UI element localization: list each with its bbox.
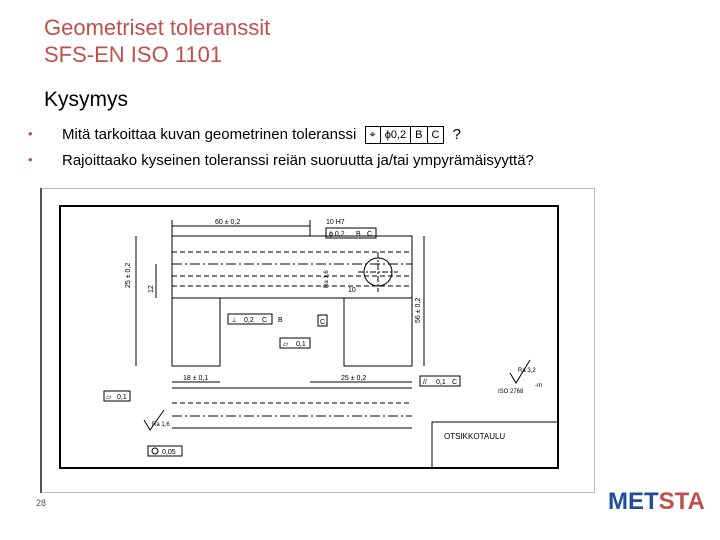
roughness-top-text: Ra 3,2 <box>518 368 536 374</box>
drawing-left-edge <box>40 188 42 493</box>
fcf-datum-b: B <box>411 127 427 143</box>
slide-title <box>44 14 270 68</box>
par-datum: C <box>452 379 458 386</box>
section-heading: Kysymys <box>44 88 128 111</box>
parallel-symbol-icon: // <box>423 379 427 386</box>
page-number: 28 <box>36 498 47 508</box>
feature-control-frame <box>365 126 445 144</box>
logo-part-1: MET <box>608 488 659 515</box>
hole-fcf-value: ϕ 0,2 <box>329 231 345 238</box>
dim-left-inner-text: 12 <box>148 285 155 293</box>
fcf-datum-c: C <box>431 129 440 142</box>
hole-fcf-b: B <box>356 231 361 238</box>
flatness-symbol-icon: ▱ <box>106 394 112 401</box>
technical-drawing <box>40 188 595 493</box>
iso-text: ISO 2768 <box>498 389 524 395</box>
ra-mid-text: Ra 1,6 <box>324 270 330 288</box>
par-value: 0,1 <box>436 379 446 386</box>
title-block-text: OTSIKKOTAULU <box>444 432 506 441</box>
dim-left-outer-text: 25 ± 0,2 <box>125 262 132 288</box>
dim-hole-text: 10 H7 <box>326 219 345 226</box>
position-symbol-icon: ⌖ <box>366 127 381 143</box>
perp-symbol-icon: ⊥ <box>231 317 238 324</box>
bullet-dot-icon: • <box>28 126 33 141</box>
circ-value: 0,05 <box>162 449 176 456</box>
metsta-logo <box>608 488 705 516</box>
bullet-suffix: ? <box>452 126 461 143</box>
dim-bottom1-text: 18 ± 0,1 <box>183 375 209 382</box>
dim-hole-vert-text: 10 <box>348 287 356 294</box>
perp-datum: C <box>262 317 268 324</box>
bullet-dot-icon: • <box>28 152 33 167</box>
dim-bottom2-text: 25 ± 0,2 <box>341 375 367 382</box>
datum-b-label: B <box>278 317 283 324</box>
title-line-2: SFS-EN ISO 1101 <box>44 42 223 67</box>
ra-left-text: Ra 1,6 <box>152 422 170 428</box>
hole-fcf-c: C <box>367 231 373 238</box>
logo-part-2: STA <box>658 488 705 515</box>
flat-value: 0,1 <box>296 341 306 348</box>
fcf-value: ϕ0,2 <box>381 127 411 143</box>
dim-top-text: 60 ± 0,2 <box>215 219 241 226</box>
title-line-1: Geometriset toleranssit <box>44 15 271 40</box>
bullet-text: Mitä tarkoittaa kuvan geometrinen toleranssi <box>62 126 357 143</box>
bullet-text: Rajoittaako kyseinen toleranssi reiän suoruutta ja/tai ympyrämäisyyttä? <box>62 152 534 169</box>
flatness-symbol-icon: ▱ <box>283 341 289 348</box>
iso-suffix-text: -m <box>535 383 542 389</box>
perp-value: 0,2 <box>244 317 254 324</box>
left-flat-value: 0,1 <box>117 394 127 401</box>
datum-c-label: C <box>320 319 326 326</box>
drawing-outer-frame <box>41 189 595 493</box>
dim-right-text: 56 ± 0,2 <box>415 297 422 323</box>
